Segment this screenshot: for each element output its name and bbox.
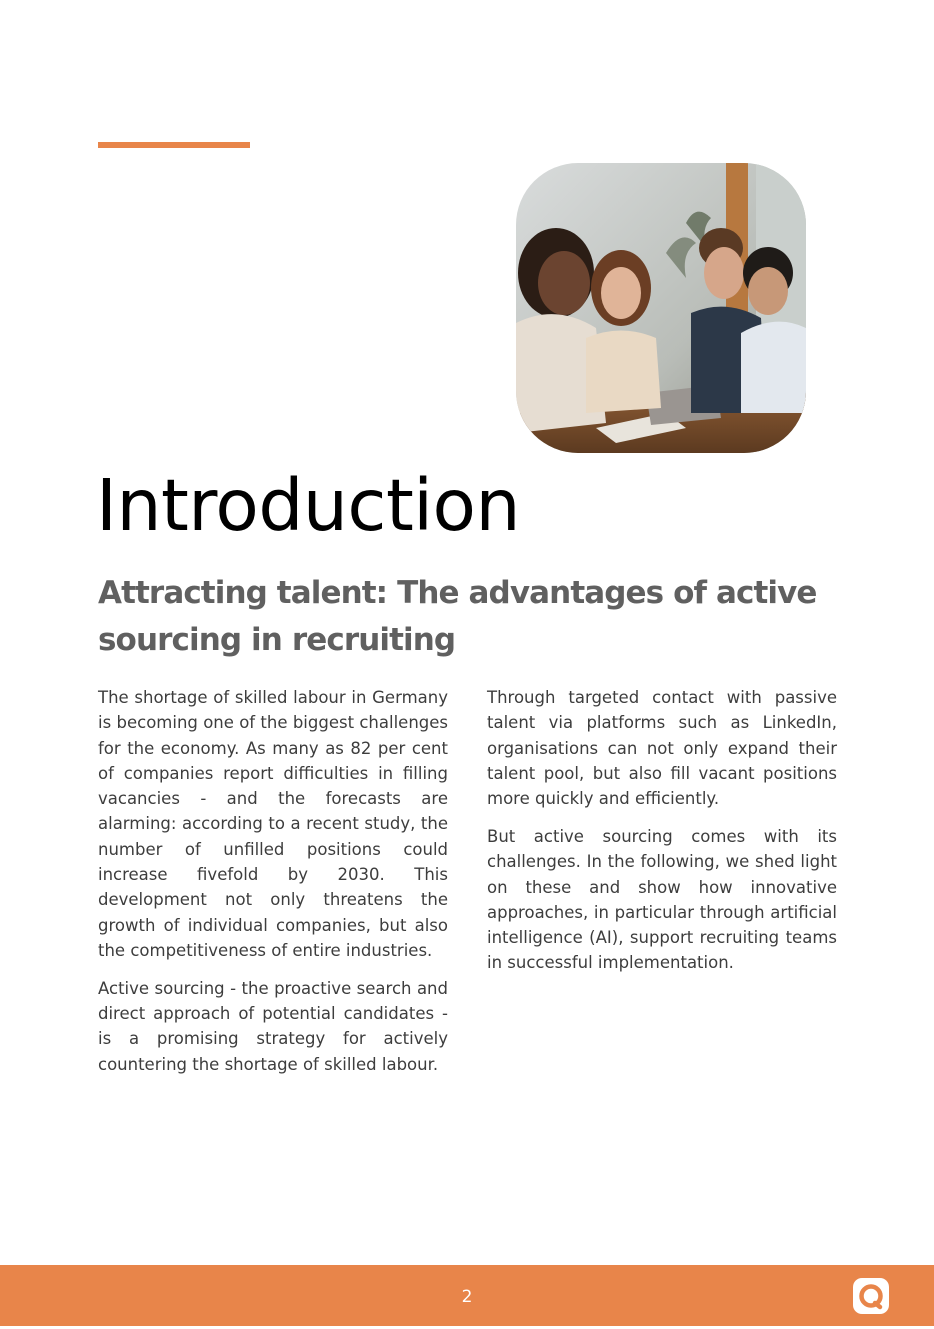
paragraph: Active sourcing - the proactive search and direct approach of potential candidates - is a promising strategy for actively countering the shortage of skilled labour. — [98, 978, 448, 1074]
brand-logo-icon — [853, 1278, 889, 1314]
accent-bar — [98, 142, 250, 148]
paragraph: Through targeted contact with passive talent via platforms such as LinkedIn, organisations can not only expand their talent pool, but also fill vacant positions more quickly and efficiently. — [487, 688, 837, 809]
body-column-left — [98, 685, 448, 1089]
team-meeting-photo — [516, 163, 806, 453]
page-subtitle: Attracting talent: The advantages of active sourcing in recruiting — [98, 575, 817, 658]
page-title: Introduction — [96, 464, 520, 547]
page-footer — [0, 1265, 934, 1326]
paragraph: The shortage of skilled labour in Germany is becoming one of the biggest challenges for the economy. As many as 82 per cent of companies report difficulties in filling vacancies - and the forecasts are alarming: according to a recent study, the number of unfilled positions could increase fivefold by 2030. This development not only threatens the growth of individual companies, but also the competitiveness of entire industries. — [98, 688, 448, 960]
body-column-right — [487, 685, 837, 988]
paragraph: But active sourcing comes with its challenges. In the following, we shed light on these and show how innovative approaches, in particular through artificial intelligence (AI), support recruiting teams in successful implementation. — [487, 826, 837, 973]
page-number: 2 — [461, 1287, 473, 1307]
